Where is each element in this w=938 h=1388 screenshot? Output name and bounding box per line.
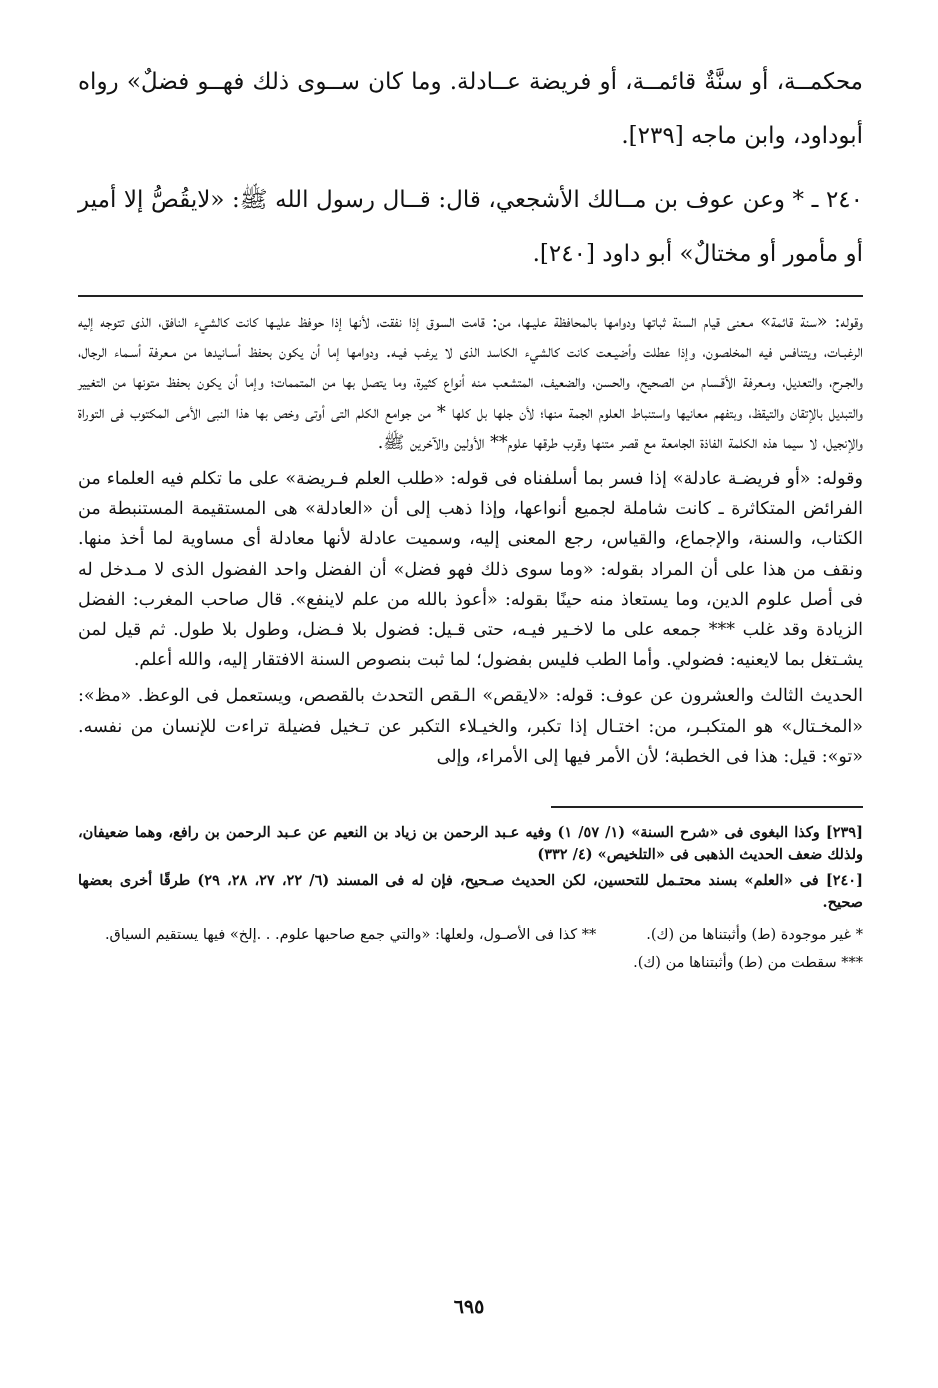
commentary-divider	[78, 295, 863, 297]
reference-239: [٢٣٩] وكذا البغوى فى «شرح السنة» (١/ ٥٧/ ١) وفيه عـبد الرحمن بن زياد بن النعيم عن عـبد الرحمن بن رافع، وهما ضعيفان، ولذلك ضعف الحديث الذهبى فى «التلخيص» (٤/ ٣٣٢)	[78, 824, 863, 864]
note-single-star: * غير موجودة (ط) وأثبتناها من (ك).	[646, 927, 863, 944]
reference-240: [٢٤٠] فى «العلم» بسند محتـمل للتحسين، لكن الحديث صـحيح، فإن له فى المسند (٦/ ٢٢، ٢٧، ٢٨، ٢٩) طرقًا أخرى بعضها صحيح.	[78, 872, 863, 912]
page-number: ٦٩٥	[453, 1296, 485, 1318]
note-line	[78, 924, 863, 947]
commentary	[78, 307, 863, 772]
note-double-star: ** كذا فى الأصـول، ولعلها: «والتي جمع صاحبها علوم. . .إلخ» فيها يستقيم السياق.	[104, 927, 597, 944]
footnote-divider	[551, 806, 863, 808]
commentary-paragraph: وقوله: «سنة قائمة» مـعنى قيام السنة ثباتها ودوامها بالمحافظة عليـها، من: قامت السوق إذا نفقت، لأنها إذا حوفظ عليـها كانت كالشيء النافق، الذى تتوجه إليه الرغبـات، ويتنافس فيه المخلصون، وإذا عطلت وأضيـعت كانت كالشيء الكاسد الذى لا يرغب فيـه. ودوامها إما أن يكون بحفظ أسـانيدها من مـعرفة أسـماء الرجال، والجـرح، والتعديل، ومـعرفة الأقـسام من الصحيح، والحسن، والضعيف، المتشعب منه أنواع كثيرة، وما يتصل بها من المتممات؛ وإما أن يكون بحفظ متونها من التغيير والتبديل بالإتقان والتيقظ، وبتفهم معانيها واستنباط العلوم الجمة منها؛ لأن جلها بل كلها * من جوامع الكلم التى أوتى وخص بها هذا النبى الأمى المكتوب فى التوراة والإنجيل، لا سيما هذه الكلمة الفاذة الجامعة مع قصر متنها وقرب طرقها علوم** الأولين والآخرين ﷺ.	[78, 312, 863, 453]
commentary-paragraph: وقوله: «أو فريضـة عادلة» إذا فسر بما أسلفناه فى قوله: «طلب العلم فـريضة» على ما تكلم فيه العلماء من الفرائض المتكاثرة ـ كانت شاملة لجميع أنواعها، وإذا ذهب إلى أن «العادلة» هى المستقيمة المستنبطة من الكتاب، والسنة، والإجماع، والقياس، رجع المعنى إليه، وسميت عادلة لأنها معادلة أى مساوية لما أخذ منها. ونقف من هذا على أن المراد بقوله: «وما سوى ذلك فهو فضل» أن الفضل واحد الفضول الذى لا مـدخل له فى أصل علوم الدين، وما يستعاذ منه حينًا بقوله: «أعوذ بالله من علم لاينفع». قال صاحب المغرب: الفضل الزيادة وقد غلب *** جمعه على ما لاخـير فيـه، حتى قـيل: فضول بلا فـضل، وطول بلا طول. ثم قيل لمن يشـتغل بما لايعنيه: فضولي. وأما الطب فليس بفضول؛ لما ثبت بنصوص السنة الافتقار إليه، والله أعلم.	[78, 469, 863, 671]
commentary-paragraph: الحديث الثالث والعشرون عن عوف: قوله: «لايقص» الـقص التحدث بالقصص، ويستعمل فى الوعظ. «مظ»: «المخـتال» هو المتكبـر، من: اختـال إذا تكبر، والخيـلاء التكبر عن تـخيل فضيلة تراءت للإنسان من نفسه. «تو»: قيل: هذا فى الخطبة؛ لأن الأمر فيها إلى الأمراء، وإلى	[78, 686, 863, 767]
note-triple-star: *** سقطت من (ط) وأثبتناها من (ك).	[633, 955, 863, 972]
hadith-references	[78, 822, 863, 914]
hadith-paragraph-239: محكمــة، أو سنَّةٌ قائمــة، أو فريضة عــادلة. وما كان ســوى ذلك فهــو فضلٌ» رواه أبوداود، وابن ماجه [٢٣٩].	[78, 69, 863, 149]
editor-notes	[78, 924, 863, 975]
hadith-paragraph-240: ٢٤٠ ـ * وعن عوف بن مــالك الأشجعي، قال: قــال رسول الله ﷺ: «لايقُصُّ إلا أمير أو مأمور أو مختالٌ» أبو داود [٢٤٠].	[78, 187, 863, 267]
hadith-text	[78, 55, 863, 281]
